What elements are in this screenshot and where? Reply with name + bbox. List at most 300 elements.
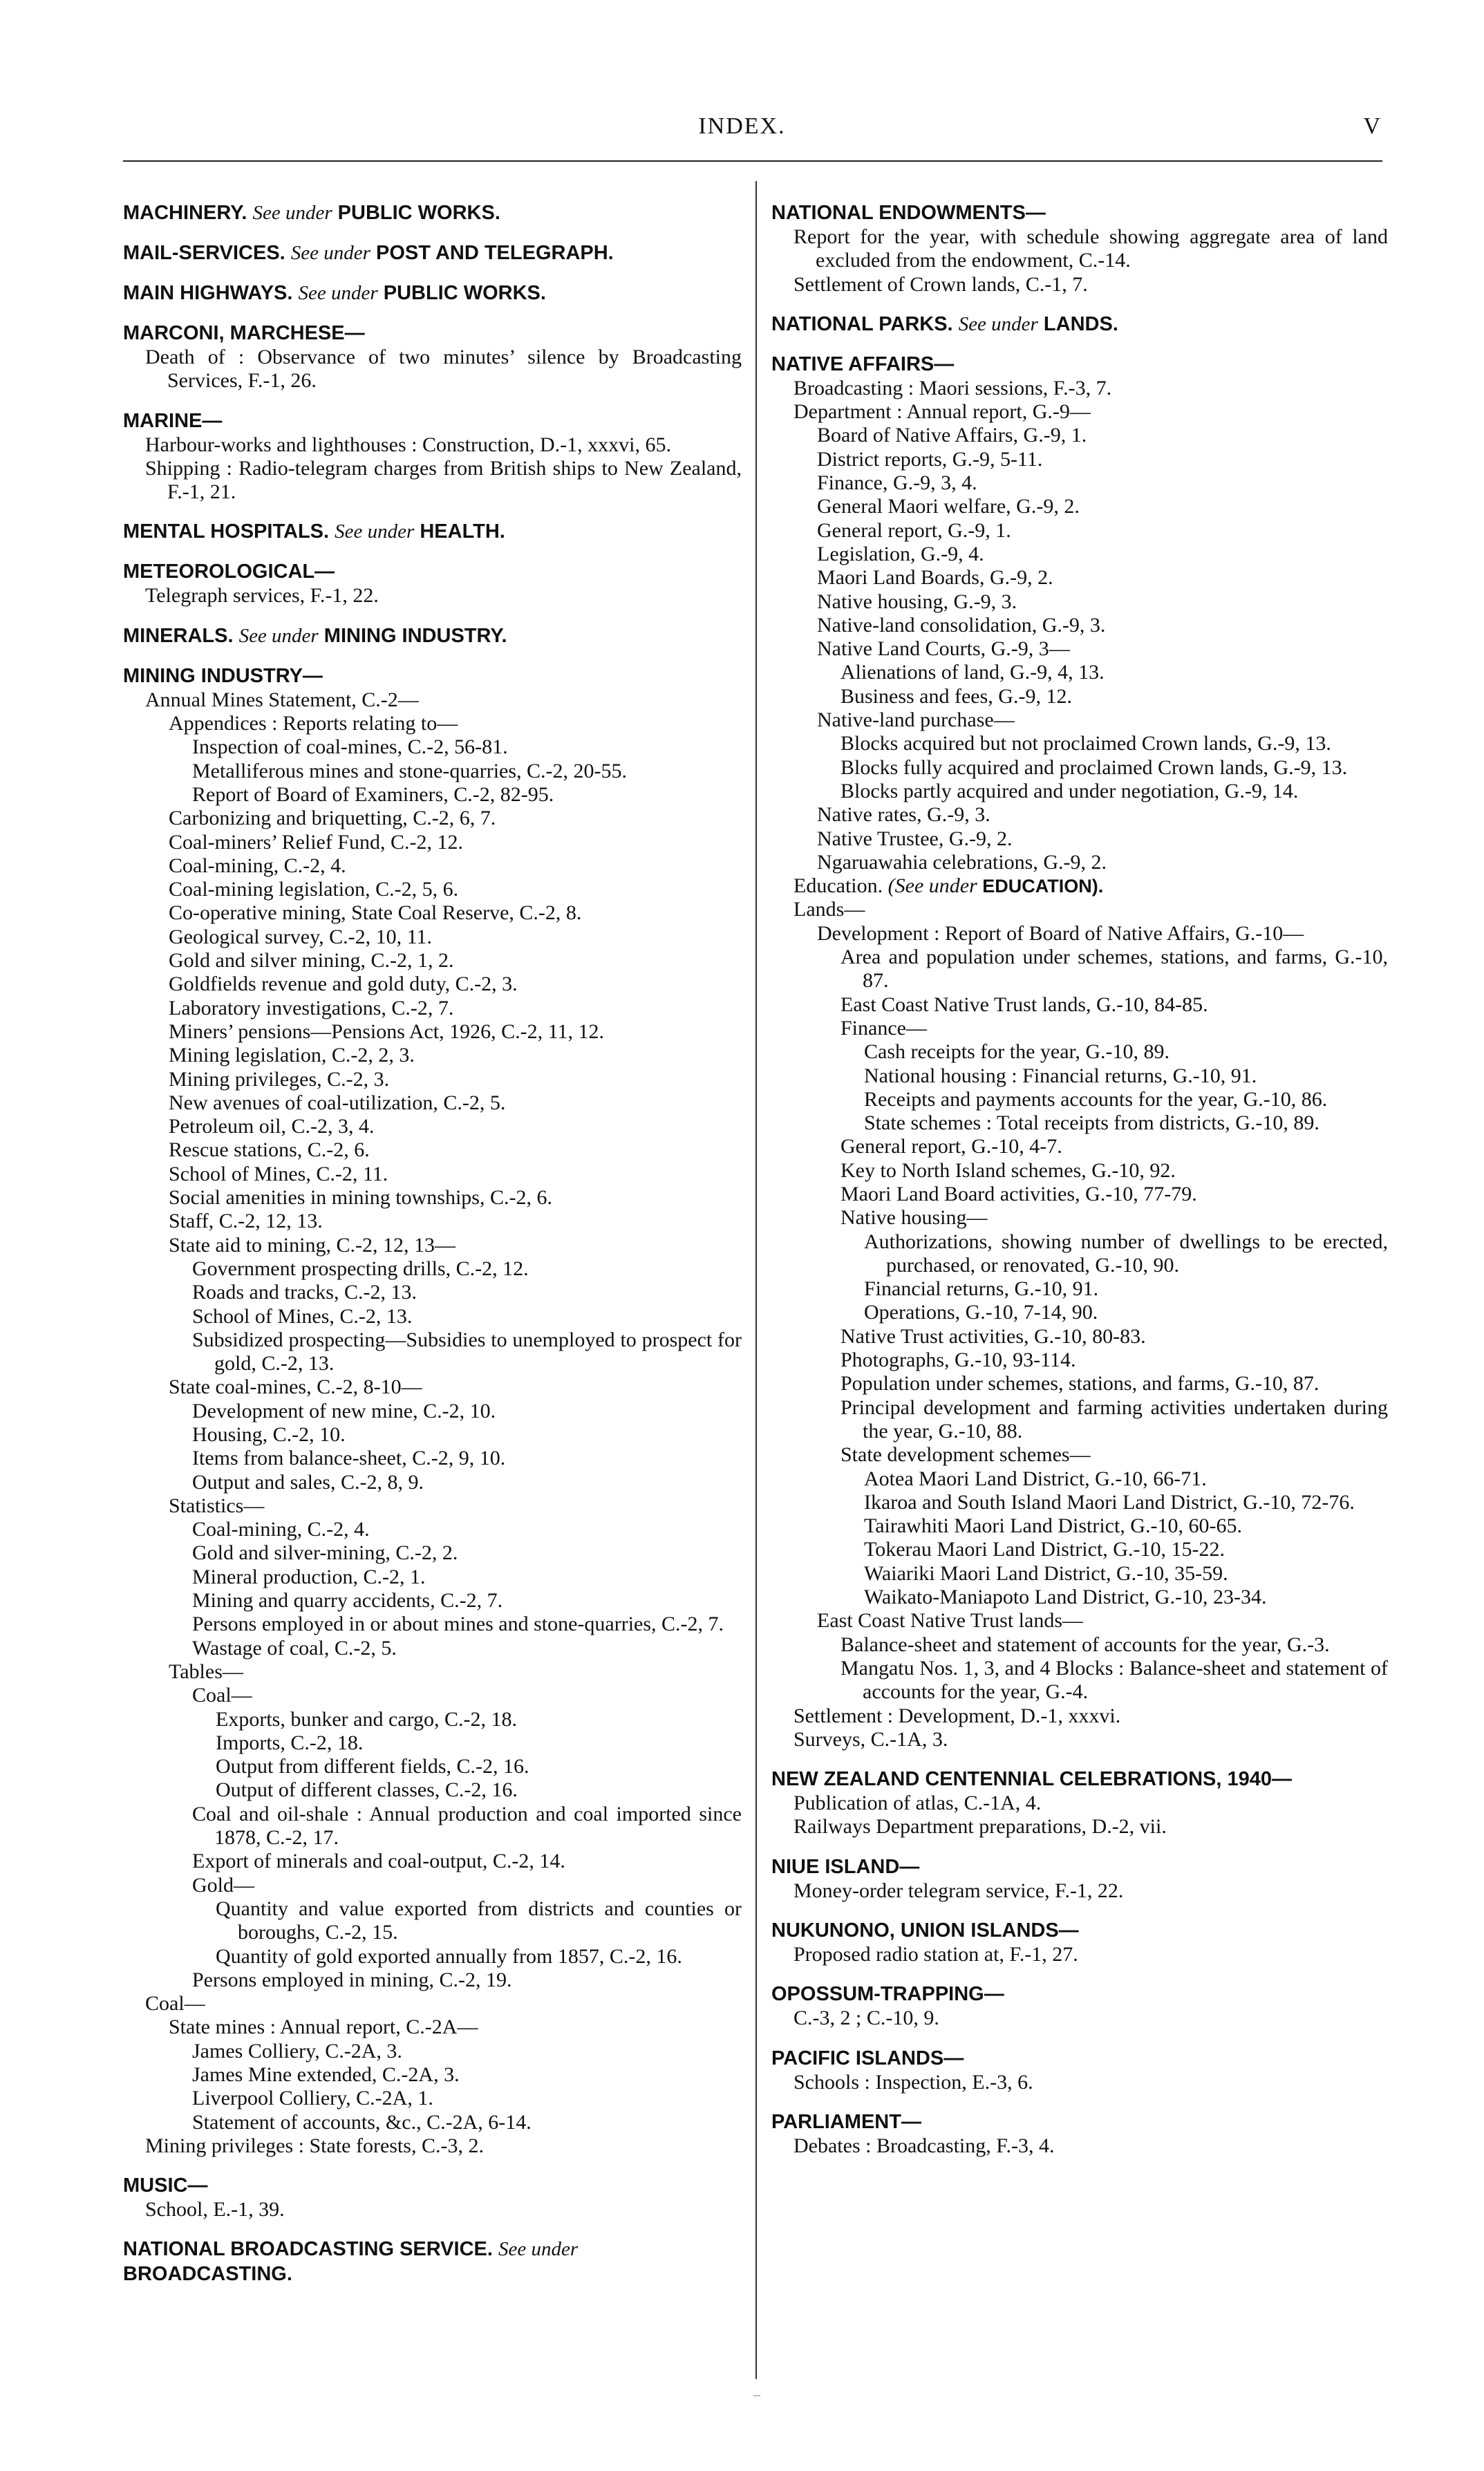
page-foot-mark (753, 2395, 760, 2396)
entry-text: New avenues of coal-utilization, C.-2, 5. (169, 1091, 506, 1114)
entry-gap (123, 2158, 742, 2173)
header-rule (123, 160, 1382, 162)
index-entry (123, 926, 742, 949)
cross-reference: LANDS. (1043, 312, 1118, 335)
entry-text: Coal-mining legislation, C.-2, 5, 6. (169, 878, 459, 901)
index-entry (123, 1163, 742, 1186)
index-entry (771, 1349, 1388, 1372)
entry-gap (123, 393, 742, 408)
entry-text: Roads and tracks, C.-2, 13. (192, 1281, 417, 1304)
index-entry (123, 457, 742, 505)
entry-text: Gold— (192, 1873, 254, 1897)
cross-reference: PUBLIC WORKS. (337, 202, 500, 224)
entry-text: Coal— (145, 1992, 205, 2016)
index-entry (771, 225, 1388, 273)
index-entry (123, 1731, 742, 1755)
index-entry (771, 756, 1388, 780)
index-entry (771, 448, 1388, 471)
entry-text: Appendices : Reports relating to— (169, 712, 458, 735)
entry-text: Export of minerals and coal-output, C.-2, 14. (192, 1850, 565, 1873)
index-entry (123, 1566, 742, 1589)
index-entry (771, 471, 1388, 495)
heading-text: PACIFIC ISLANDS— (771, 2047, 964, 2069)
entry-text: Broadcasting : Maori sessions, F.-3, 7. (793, 376, 1112, 400)
cross-reference: BROADCASTING. (123, 2263, 292, 2286)
entry-text: Mining privileges, C.-2, 3. (169, 1067, 390, 1091)
index-entry (771, 1159, 1388, 1183)
index-heading (123, 321, 742, 346)
entry-text: Area and population under schemes, stations, and farms, G.-10, 87. (840, 946, 1388, 993)
index-entry (123, 1708, 742, 1731)
entry-text: School of Mines, C.-2, 13. (192, 1304, 413, 1328)
entry-text: Telegraph services, F.-1, 22. (145, 584, 379, 608)
entry-text: Goldfields revenue and gold duty, C.-2, 3. (169, 973, 518, 996)
entry-text: Development of new mine, C.-2, 10. (192, 1399, 496, 1422)
see-under-label: (See under (887, 874, 977, 898)
index-entry (771, 780, 1388, 803)
entry-text: Aotea Maori Land District, G.-10, 66-71. (864, 1467, 1207, 1490)
index-entry (771, 1792, 1388, 1815)
entry-text: Persons employed in or about mines and stone-quarries, C.-2, 7. (192, 1613, 724, 1636)
page-number: V (1363, 113, 1380, 139)
index-entry (771, 1657, 1388, 1704)
entry-text: Quantity and value exported from districts and counties or boroughs, C.-2, 15. (216, 1897, 742, 1944)
index-entry (123, 2134, 742, 2158)
entry-text: Report of Board of Examiners, C.-2, 82-95. (192, 782, 554, 806)
index-entry (123, 1589, 742, 1613)
index-entry (771, 519, 1388, 543)
index-entry (771, 1040, 1388, 1064)
index-entry (771, 1088, 1388, 1111)
entry-gap (123, 265, 742, 281)
index-entry (771, 1609, 1388, 1633)
index-entry (123, 433, 742, 457)
heading-text: MENTAL HOSPITALS. (123, 520, 330, 543)
index-entry (123, 2063, 742, 2087)
index-entry (123, 1684, 742, 1707)
index-entry (123, 1755, 742, 1778)
entry-gap (771, 1751, 1388, 1767)
heading-text: NUKUNONO, UNION ISLANDS— (771, 1919, 1079, 1942)
entry-text: Gold and silver-mining, C.-2, 2. (192, 1541, 458, 1565)
entry-text: Persons employed in mining, C.-2, 19. (192, 1968, 512, 1991)
entry-text: Maori Land Boards, G.-9, 2. (817, 566, 1053, 590)
entry-text: Schools : Inspection, E.-3, 6. (793, 2070, 1033, 2094)
entry-text: Ngaruawahia celebrations, G.-9, 2. (817, 850, 1107, 874)
index-entry (123, 1945, 742, 1969)
heading-text: MARCONI, MARCHESE— (123, 322, 365, 344)
index-heading (123, 241, 742, 265)
entry-text: Coal-mining, C.-2, 4. (169, 854, 346, 877)
heading-text: METEOROLOGICAL— (123, 561, 335, 583)
heading-text: NATIONAL BROADCASTING SERVICE. (123, 2238, 493, 2261)
index-entry (771, 1514, 1388, 1538)
cross-reference: MINING INDUSTRY. (323, 624, 507, 647)
index-entry (771, 1277, 1388, 1301)
index-entry (771, 1064, 1388, 1088)
entry-gap (771, 1839, 1388, 1854)
cross-reference: POST AND TELEGRAPH. (376, 242, 614, 264)
entry-text: Debates : Broadcasting, F.-3, 4. (793, 2134, 1055, 2157)
index-entry (771, 1586, 1388, 1609)
index-entry (771, 851, 1388, 874)
index-entry (123, 346, 742, 393)
index-entry (771, 1943, 1388, 1966)
entry-text: Cash receipts for the year, G.-10, 89. (864, 1040, 1170, 1064)
entry-text: Finance— (840, 1016, 927, 1040)
entry-text: Social amenities in mining townships, C.-2, 6. (169, 1186, 552, 1210)
index-entry (771, 1491, 1388, 1514)
index-entry (123, 854, 742, 878)
entry-text: James Mine extended, C.-2A, 3. (192, 2063, 460, 2086)
entry-text: Statistics— (169, 1494, 265, 1517)
index-entry (771, 495, 1388, 518)
index-entry (771, 424, 1388, 447)
index-heading (771, 1918, 1388, 1943)
entry-text: Finance, G.-9, 3, 4. (817, 471, 977, 495)
entry-text: Native Land Courts, G.-9, 3— (817, 637, 1070, 661)
entry-gap (771, 2031, 1388, 2046)
entry-text: Gold and silver mining, C.-2, 1, 2. (169, 949, 454, 973)
see-under-label: See under (298, 282, 378, 304)
heading-text: NATIONAL PARKS. (771, 312, 953, 335)
heading-text: NEW ZEALAND CENTENNIAL CELEBRATIONS, 1940— (771, 1768, 1292, 1791)
entry-text: Photographs, G.-10, 93-114. (840, 1349, 1076, 1372)
index-entry (123, 1020, 742, 1044)
index-entry (771, 1538, 1388, 1561)
column-divider (755, 181, 757, 2379)
entry-text: Blocks fully acquired and proclaimed Crown lands, G.-9, 13. (840, 755, 1348, 779)
entry-text: Annual Mines Statement, C.-2— (145, 688, 419, 711)
index-entry (771, 946, 1388, 993)
entry-text: Items from balance-sheet, C.-2, 9, 10. (192, 1447, 506, 1470)
entry-text: James Colliery, C.-2A, 3. (192, 2039, 402, 2063)
index-entry (123, 1992, 742, 2016)
entry-text: Imports, C.-2, 18. (216, 1731, 364, 1754)
index-entry (123, 1803, 742, 1850)
entry-text: Mining and quarry accidents, C.-2, 7. (192, 1589, 503, 1613)
index-entry (123, 1210, 742, 1233)
entry-text: Native-land purchase— (817, 708, 1015, 732)
entry-text: Operations, G.-10, 7-14, 90. (864, 1301, 1098, 1324)
entry-text: Liverpool Colliery, C.-2A, 1. (192, 2087, 433, 2110)
entry-text: Coal— (192, 1684, 252, 1707)
index-entry (123, 1186, 742, 1210)
entry-gap (771, 1966, 1388, 1982)
entry-gap (771, 1903, 1388, 1918)
index-entry (123, 1328, 742, 1376)
entry-text: Mineral production, C.-2, 1. (192, 1565, 426, 1588)
index-entry (123, 901, 742, 925)
entry-text: Blocks partly acquired and under negotiation, G.-9, 14. (840, 779, 1299, 802)
entry-text: State mines : Annual report, C.-2A— (169, 2016, 478, 2039)
entry-text: Lands— (793, 898, 865, 921)
index-entry (771, 1135, 1388, 1158)
see-under-label: See under (958, 312, 1038, 335)
index-entry (771, 1017, 1388, 1040)
cross-reference: PUBLIC WORKS. (383, 282, 546, 304)
index-heading (123, 2237, 742, 2286)
index-entry (771, 2071, 1388, 2094)
entry-text: Housing, C.-2, 10. (192, 1422, 346, 1446)
heading-text: NIUE ISLAND— (771, 1855, 920, 1878)
entry-gap (123, 2221, 742, 2237)
entry-gap (771, 337, 1388, 352)
entry-text: Department : Annual report, G.-9— (793, 400, 1091, 424)
entry-text: Government prospecting drills, C.-2, 12. (192, 1257, 529, 1280)
entry-text: State schemes : Total receipts from districts, G.-10, 89. (864, 1111, 1319, 1135)
entry-text: Quantity of gold exported annually from 1857, C.-2, 16. (216, 1944, 682, 1968)
entry-text: Native-land consolidation, G.-9, 3. (817, 613, 1106, 637)
entry-text: Tairawhiti Maori Land District, G.-10, 60-65. (864, 1514, 1242, 1538)
index-heading (771, 1854, 1388, 1879)
heading-text: MAIL-SERVICES. (123, 242, 285, 264)
heading-text: MACHINERY. (123, 202, 247, 224)
index-entry (771, 543, 1388, 566)
entry-text: Key to North Island schemes, G.-10, 92. (840, 1158, 1176, 1182)
index-heading (771, 1982, 1388, 2007)
heading-text: NATIVE AFFAIRS— (771, 353, 955, 375)
index-entry (771, 661, 1388, 684)
entry-text: Ikaroa and South Island Maori Land District, G.-10, 72-76. (864, 1490, 1355, 1514)
entry-text: Output and sales, C.-2, 8, 9. (192, 1470, 424, 1494)
index-entry (771, 1728, 1388, 1751)
index-entry (771, 1467, 1388, 1491)
index-heading (123, 664, 742, 688)
entry-text: Surveys, C.-1A, 3. (793, 1727, 948, 1751)
entry-text: Legislation, G.-9, 4. (817, 542, 984, 565)
see-under-label: See under (290, 242, 370, 264)
index-entry (123, 1068, 742, 1091)
entry-text: Railways Department preparations, D.-2, vii. (793, 1815, 1167, 1839)
page-header (0, 113, 1484, 155)
index-entry (771, 898, 1388, 921)
entry-text: East Coast Native Trust lands— (817, 1609, 1084, 1633)
entry-text: Board of Native Affairs, G.-9, 1. (817, 424, 1087, 447)
entry-text: Waikato-Maniapoto Land District, G.-10, 23-34. (864, 1586, 1267, 1609)
entry-text: Statement of accounts, &c., C.-2A, 6-14. (192, 2110, 532, 2134)
entry-gap (123, 504, 742, 519)
index-entry (771, 993, 1388, 1017)
index-entry (771, 874, 1388, 898)
index-heading (123, 408, 742, 433)
entry-gap (123, 648, 742, 664)
index-entry (123, 1541, 742, 1565)
entry-text: Co-operative mining, State Coal Reserve, C.-2, 8. (169, 901, 582, 925)
entry-text: Publication of atlas, C.-1A, 4. (793, 1792, 1042, 1815)
entry-text: Harbour-works and lighthouses : Construction, D.-1, xxxvi, 65. (145, 433, 671, 456)
index-heading (123, 559, 742, 584)
entry-text: State development schemes— (840, 1443, 1091, 1467)
entry-text: Settlement of Crown lands, C.-1, 7. (793, 272, 1088, 296)
page-title: INDEX. (698, 113, 786, 139)
entry-text: Death of : Observance of two minutes’ silence by Broadcasting Services, F.-1, 26. (145, 346, 742, 393)
entry-text: Balance-sheet and statement of accounts for the year, G.-3. (840, 1633, 1330, 1656)
index-entry (771, 1633, 1388, 1657)
see-under-label: See under (252, 202, 332, 224)
entry-text: Tables— (169, 1660, 243, 1683)
entry-text: Coal-miners’ Relief Fund, C.-2, 12. (169, 830, 464, 854)
entry-gap (123, 306, 742, 321)
index-entry (123, 1138, 742, 1162)
index-entry (771, 590, 1388, 614)
index-entry (123, 1257, 742, 1281)
entry-text: Shipping : Radio-telegram charges from British ships to New Zealand, F.-1, 21. (145, 456, 742, 504)
index-entry (771, 1443, 1388, 1467)
entry-text: Waiariki Maori Land District, G.-10, 35-59. (864, 1561, 1228, 1585)
index-entry (123, 1234, 742, 1257)
entry-text: Output of different classes, C.-2, 16. (216, 1778, 518, 1802)
entry-text: Blocks acquired but not proclaimed Crown lands, G.-9, 13. (840, 732, 1331, 755)
entry-text: Native housing, G.-9, 3. (817, 590, 1017, 613)
entry-text: Carbonizing and briquetting, C.-2, 6, 7. (169, 807, 496, 830)
entry-text: State coal-mines, C.-2, 8-10— (169, 1375, 422, 1399)
index-entry (123, 783, 742, 807)
entry-text: Principal development and farming activities undertaken during the year, G.-10, 88. (840, 1396, 1388, 1443)
index-entry (123, 878, 742, 901)
index-entry (771, 1879, 1388, 1903)
index-entry (771, 922, 1388, 946)
cross-reference: EDUCATION). (982, 876, 1104, 897)
index-heading (123, 200, 742, 225)
index-heading (771, 1767, 1388, 1792)
entry-text: Native Trust activities, G.-10, 80-83. (840, 1324, 1146, 1348)
entry-text: Staff, C.-2, 12, 13. (169, 1210, 323, 1233)
index-entry (123, 1375, 742, 1399)
right-column (771, 200, 1388, 2158)
index-entry (771, 732, 1388, 755)
index-entry (123, 1969, 742, 1992)
entry-text: Alienations of land, G.-9, 4, 13. (840, 661, 1105, 684)
index-entry (771, 803, 1388, 827)
index-entry (771, 1230, 1388, 1278)
index-entry (123, 997, 742, 1020)
index-entry (123, 1637, 742, 1660)
entry-text: Report for the year, with schedule showing aggregate area of land excluded from the endowment, C.-14. (793, 225, 1388, 272)
entry-gap (123, 544, 742, 559)
index-entry (771, 614, 1388, 637)
entry-text: East Coast Native Trust lands, G.-10, 84-85. (840, 993, 1208, 1016)
see-under-label: See under (238, 624, 319, 647)
index-entry (771, 1206, 1388, 1230)
entry-text: Authorizations, showing number of dwellings to be erected, purchased, or renovated, G.-10, 90. (864, 1230, 1388, 1277)
index-heading (771, 2110, 1388, 2134)
entry-text: Maori Land Board activities, G.-10, 77-79. (840, 1182, 1197, 1205)
entry-text: General report, G.-9, 1. (817, 518, 1011, 542)
heading-text: MUSIC— (123, 2174, 208, 2197)
entry-text: State aid to mining, C.-2, 12, 13— (169, 1233, 455, 1257)
index-entry (123, 949, 742, 973)
entry-text: National housing : Financial returns, G.-10, 91. (864, 1064, 1257, 1087)
entry-text: Petroleum oil, C.-2, 3, 4. (169, 1115, 375, 1138)
heading-text: MARINE— (123, 409, 223, 432)
index-entry (123, 2111, 742, 2134)
heading-text: MAIN HIGHWAYS. (123, 282, 293, 304)
entry-text: Native Trustee, G.-9, 2. (817, 827, 1013, 850)
entry-text: School of Mines, C.-2, 11. (169, 1162, 388, 1185)
entry-gap (771, 2094, 1388, 2110)
index-entry (123, 831, 742, 854)
index-entry (771, 400, 1388, 424)
entry-gap (771, 297, 1388, 312)
index-entry (123, 1494, 742, 1518)
entry-text: Laboratory investigations, C.-2, 7. (169, 996, 454, 1020)
index-entry (771, 273, 1388, 297)
index-entry (123, 1897, 742, 1945)
entry-text: Output from different fields, C.-2, 16. (216, 1755, 529, 1778)
index-entry (771, 708, 1388, 732)
entry-text: Money-order telegram service, F.-1, 22. (793, 1879, 1124, 1902)
index-entry (771, 1301, 1388, 1324)
index-entry (771, 377, 1388, 400)
index-entry (123, 1471, 742, 1494)
index-entry (771, 827, 1388, 851)
index-entry (771, 1704, 1388, 1728)
index-entry (123, 1518, 742, 1541)
index-heading (123, 623, 742, 648)
index-entry (123, 584, 742, 608)
entry-text: Miners’ pensions—Pensions Act, 1926, C.-2, 11, 12. (169, 1020, 604, 1043)
index-entry (123, 760, 742, 783)
index-entry (123, 1613, 742, 1636)
index-entry (771, 2007, 1388, 2030)
entry-text: District reports, G.-9, 5-11. (817, 447, 1043, 471)
heading-text: MINERALS. (123, 624, 234, 647)
left-column (123, 200, 742, 2286)
entry-text: General Maori welfare, G.-9, 2. (817, 495, 1080, 518)
entry-text: Settlement : Development, D.-1, xxxvi. (793, 1704, 1121, 1727)
heading-text: PARLIAMENT— (771, 2110, 921, 2133)
index-entry (123, 2040, 742, 2063)
heading-text: MINING INDUSTRY— (123, 664, 323, 687)
entry-text: Exports, bunker and cargo, C.-2, 18. (216, 1707, 518, 1731)
entry-text: Subsidized prospecting—Subsidies to unemployed to prospect for gold, C.-2, 13. (192, 1328, 742, 1375)
index-entry (771, 1815, 1388, 1839)
index-entry (123, 735, 742, 759)
entry-text: Metalliferous mines and stone-quarries, C.-2, 20-55. (192, 759, 628, 782)
entry-text: Coal and oil-shale : Annual production and coal imported since 1878, C.-2, 17. (192, 1802, 742, 1850)
index-entry (123, 1400, 742, 1423)
entry-text: Development : Report of Board of Native Affairs, G.-10— (817, 921, 1304, 945)
index-entry (123, 1281, 742, 1304)
index-entry (123, 1778, 742, 1802)
index-entry (123, 2198, 742, 2221)
index-entry (771, 1183, 1388, 1206)
index-entry (123, 688, 742, 712)
index-entry (123, 1660, 742, 1684)
entry-text: Receipts and payments accounts for the year, G.-10, 86. (864, 1087, 1328, 1111)
entry-text: School, E.-1, 39. (145, 2198, 285, 2221)
index-entry (123, 1850, 742, 1873)
index-entry (123, 1044, 742, 1067)
index-entry (123, 973, 742, 996)
entry-text: Education. (793, 874, 883, 898)
index-entry (123, 1091, 742, 1115)
index-heading (771, 2046, 1388, 2071)
index-entry (123, 1115, 742, 1138)
index-entry (771, 1111, 1388, 1135)
entry-text: Mining legislation, C.-2, 2, 3. (169, 1044, 415, 1067)
index-heading (771, 312, 1388, 337)
see-under-label: See under (335, 520, 415, 543)
index-entry (771, 1325, 1388, 1349)
index-entry (123, 807, 742, 830)
index-entry (123, 712, 742, 735)
entry-text: Mining privileges : State forests, C.-3, 2. (145, 2134, 484, 2157)
index-entry (123, 2087, 742, 2110)
index-heading (123, 519, 742, 544)
entry-text: Coal-mining, C.-2, 4. (192, 1518, 370, 1541)
